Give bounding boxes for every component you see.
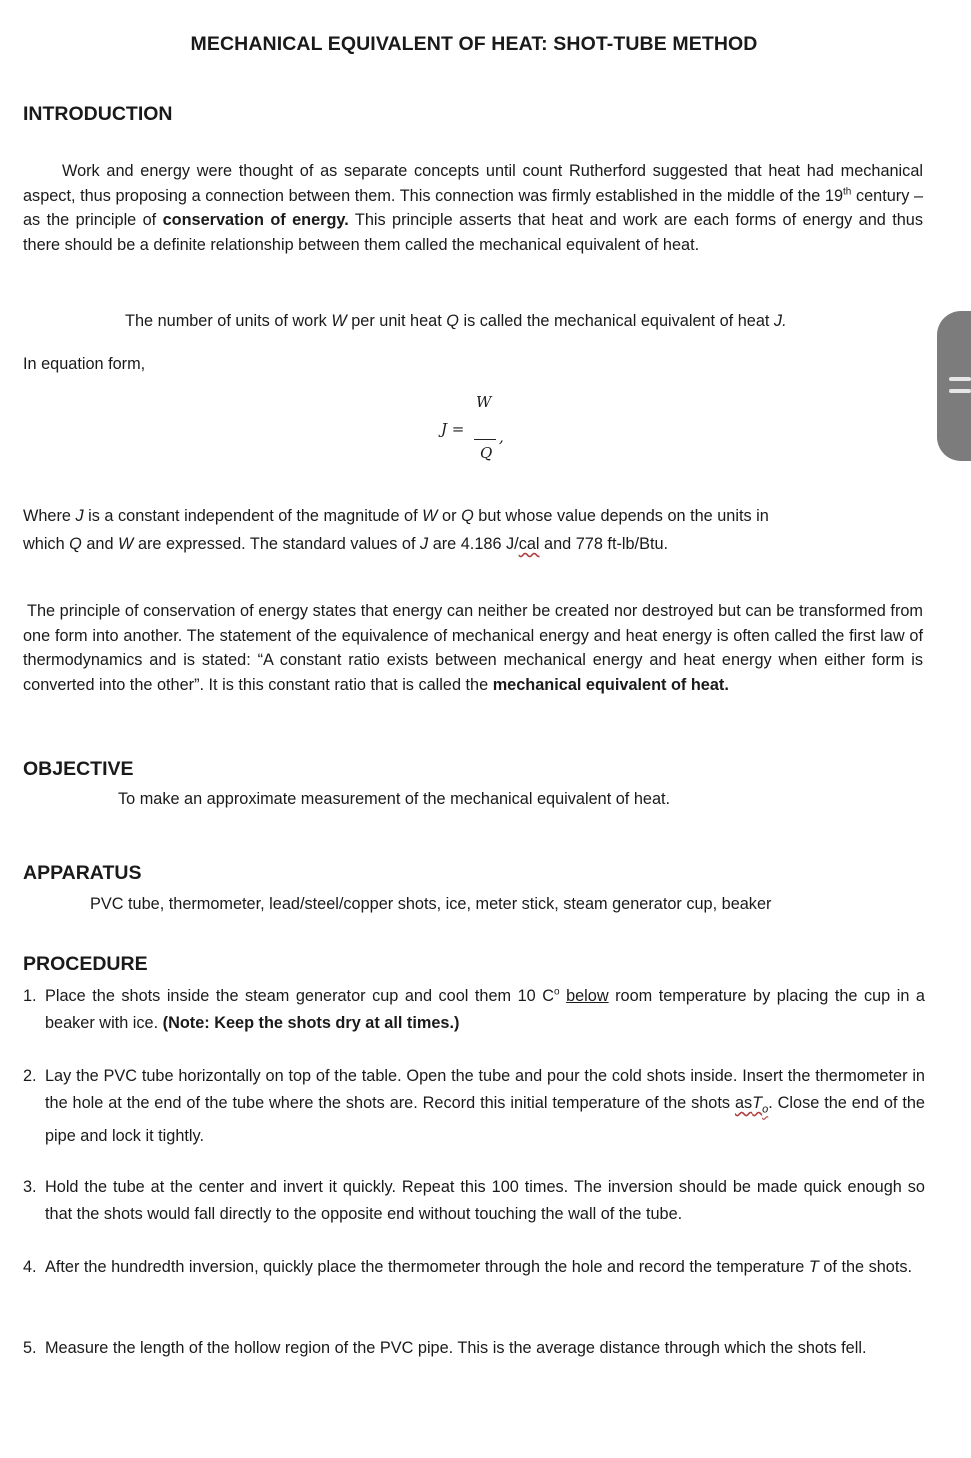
def-text-a: The number of units of work [125,312,332,330]
where2-and: and [81,535,119,553]
procedure-step [23,1254,925,1281]
grip-icon-top [949,377,971,381]
definition-line [125,309,787,333]
step-2-symbol: T [752,1094,763,1112]
step-2-text-b: . Close the end of the pipe and lock it tightly. [45,1094,925,1146]
equation-comma: , [499,428,504,446]
intro-p1-text-a: Work and energy were thought of as separate concepts until count Rutherford suggested that heat had mechanical aspect, thus proposing a connection between them. This connection was firmly established in the middle of the 19 [23,162,923,205]
where1-J: J [75,507,84,525]
step-number: 5. [23,1339,37,1357]
where1-Q: Q [461,507,474,525]
where2-W: W [118,535,134,553]
where2-c: are 4.186 J/ [428,535,519,553]
def-J: J. [773,312,787,330]
where2-b: are expressed. The standard values of [133,535,421,553]
intro-p1-text-b: century – as the principle of [23,186,923,230]
step-2-wavy-word: as [734,1094,753,1112]
where1-b: is a constant independent of the magnitude of [83,507,423,525]
step-1-superscript: o [553,986,560,998]
step-number: 4. [23,1258,37,1276]
step-4-symbol: T [808,1258,819,1276]
procedure-step [23,1335,925,1362]
intro-p1-bold: conservation of energy. [162,211,349,230]
step-5-text: Measure the length of the hollow region of the PVC pipe. This is the average distance through which the shots fell. [45,1339,867,1357]
step-2-text-a: Lay the PVC tube horizontally on top of the table. Open the tube and pour the cold shots inside. Insert the thermometer in the hole at the end of the tube where the shots are. Record this initial temperature of the shots [45,1067,925,1112]
introduction-paragraph-2 [23,599,923,697]
where-line-2 [23,532,668,556]
step-1-note: (Note: Keep the shots dry at all times.) [162,1014,460,1032]
def-text-c: is called the mechanical equivalent of heat [458,312,774,330]
def-Q: Q [446,312,459,330]
where2-Q: Q [69,535,82,553]
apparatus-heading: APPARATUS [23,862,142,884]
intro-p1-text-c: This principle asserts that heat and work are each forms of energy and thus there should be a definite relationship between them called the mechanical equivalent of heat. [23,211,923,254]
intro-p1-superscript: th [843,186,852,198]
procedure-step [23,1063,925,1150]
procedure-step [23,983,925,1037]
step-number: 3. [23,1178,37,1196]
step-1-text-a: Place the shots inside the steam generator cup and cool them 10 C [45,987,554,1005]
step-4-text-a: After the hundredth inversion, quickly place the thermometer through the hole and record the temperature [45,1258,809,1276]
step-number: 2. [23,1067,37,1085]
page-title: MECHANICAL EQUIVALENT OF HEAT: SHOT-TUBE METHOD [190,33,758,55]
introduction-heading: INTRODUCTION [23,103,173,125]
equation-denominator: Q [480,444,493,462]
intro-p2-bold: mechanical equivalent of heat. [492,675,729,694]
fraction-bar [474,439,496,440]
where2-J: J [420,535,429,553]
equation-numerator: W [476,393,492,411]
where1-a: Where [23,507,76,525]
where-line-1 [23,504,769,528]
where2-d: and 778 ft-lb/Btu. [539,535,669,553]
step-2-subscript: o [762,1103,769,1116]
apparatus-text: PVC tube, thermometer, lead/steel/copper shots, ice, meter stick, steam generator cup, beaker [90,895,772,913]
step-1-text-b: room temperature by placing the cup in a beaker with ice. [45,987,925,1032]
def-text-b: per unit heat [346,312,447,330]
def-W: W [331,312,347,330]
where1-W: W [422,507,438,525]
objective-heading: OBJECTIVE [23,758,134,780]
where2-a: which [23,535,70,553]
equation-intro: In equation form, [23,355,146,373]
procedure-heading: PROCEDURE [23,953,148,975]
side-panel-handle[interactable] [937,311,971,461]
introduction-paragraph-1 [23,159,923,257]
intro-p2-text: The principle of conservation of energy states that energy can neither be created nor destroyed but can be transformed from one form into another. The statement of the equivalence of mechanical energy and heat energy is often called the first law of thermodynamics and is stated: “A constant ratio exists between mechanical energy and heat energy when either form is converted into the other”. It is this constant ratio that is called the [23,602,923,694]
grip-icon-bottom [949,389,971,393]
step-1-underlined: below [566,987,609,1005]
objective-text: To make an approximate measurement of the mechanical equivalent of heat. [118,790,671,808]
step-3-text: Hold the tube at the center and invert it quickly. Repeat this 100 times. The inversion should be made quick enough so that the shots would fall directly to the opposite end without touching the wall of the tube. [45,1178,925,1223]
where1-or: or [437,507,462,525]
step-4-text-b: of the shots. [818,1258,913,1276]
where2-cal: cal [518,535,540,553]
equation-lhs: J = [441,420,465,438]
step-number: 1. [23,987,37,1005]
procedure-step [23,1174,925,1228]
where1-c: but whose value depends on the units in [473,507,769,525]
